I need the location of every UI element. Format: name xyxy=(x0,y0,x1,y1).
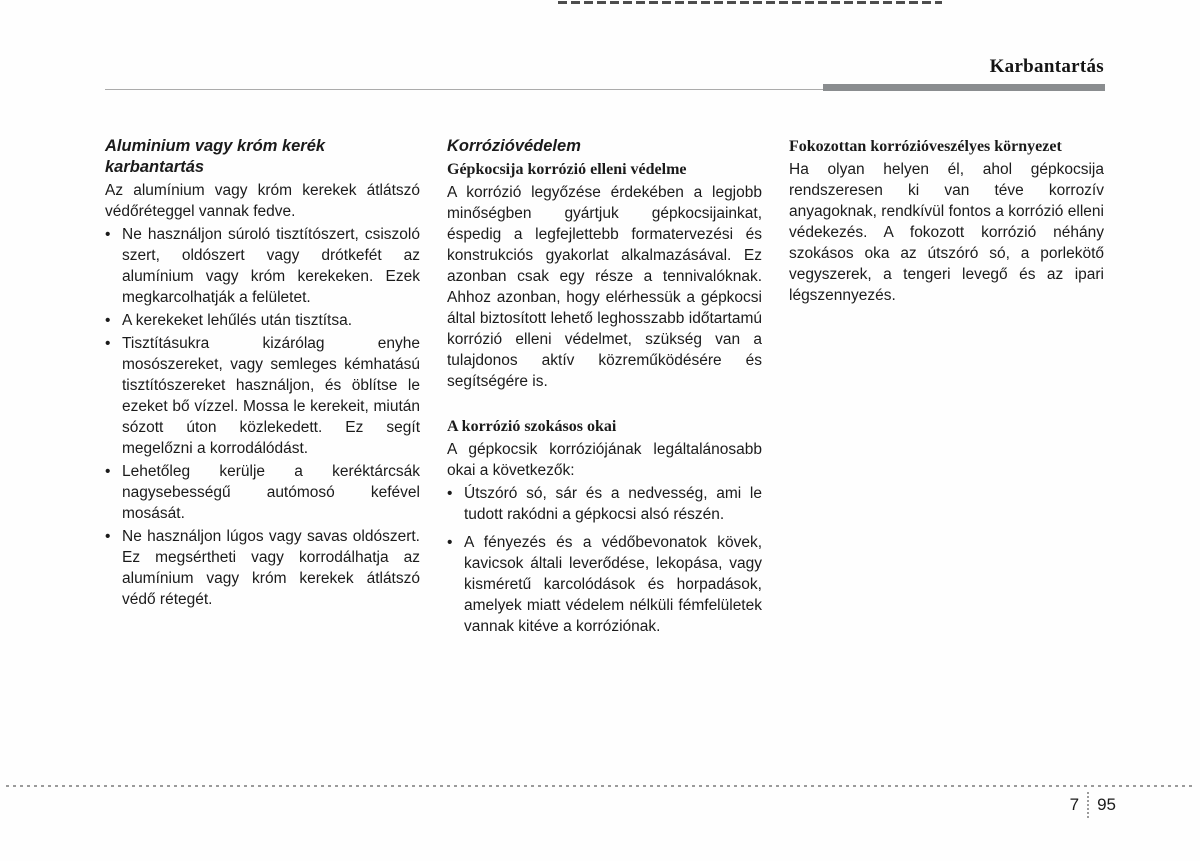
section-title: Karbantartás xyxy=(989,56,1104,77)
list-item: • Tisztításukra kizárólag enyhe mosószereket, vagy semleges kémhatású tisztítószereket használjon, és öblítse le ezeket bő vízzel. Mossa le kerekeit, miután sózott úton közlekedett. Ez segít megelőzni a korrodálódást. xyxy=(105,333,420,459)
paragraph-wheel-intro: Az alumínium vagy króm kerekek átlátszó védőréteggel vannak fedve. xyxy=(105,182,420,220)
column-wheel-maintenance xyxy=(105,136,420,639)
list-item: • Útszóró só, sár és a nedvesség, ami le tudott rakódni a gépkocsi alsó részén. xyxy=(447,483,762,525)
list-item: • Ne használjon lúgos vagy savas oldószert. Ez megsértheti vagy korrodálhatja az alumínium vagy króm kerekek átlátszó védő rétegét. xyxy=(105,526,420,610)
bullet-icon xyxy=(447,483,464,525)
list-item: • Ne használjon súroló tisztítószert, csiszoló szert, oldószert vagy drótkefét az alumínium vagy króm kerekeken. Ezek megkarcolhatják a felületet. xyxy=(105,224,420,308)
column-corrosive-environment xyxy=(789,136,1104,639)
heading-corrosion-protection: Korrózióvédelem xyxy=(447,137,581,155)
list-item: • A fényezés és a védőbevonatok kövek, kavicsok általi leverődése, lekopása, vagy kisméretű karcolódások és horpadások, amelyek miatt védelem nélküli fémfelületek vannak kitéve a korróziónak. xyxy=(447,532,762,637)
header-rule-thick xyxy=(823,84,1105,91)
subheading-common-causes: A korrózió szokásos okai xyxy=(447,418,617,435)
paragraph-causes-intro: A gépkocsik korróziójának legáltalánosabb okai a következők: xyxy=(447,441,762,479)
bullet-icon xyxy=(105,526,122,610)
page-number-value: 95 xyxy=(1097,795,1116,814)
bullet-icon xyxy=(105,310,122,331)
bullet-icon xyxy=(105,224,122,308)
bullet-icon xyxy=(105,461,122,524)
paragraph-corrosion-intro: A korrózió legyőzése érdekében a legjobb minőségben gyártjuk gépkocsijainkat, éspedig a legfejlettebb formatervezési és konstrukciós gyakorlat alkalmazásával. Ez azonban csak egy része a tennivalóknak. Ahhoz azonban, hogy elérhessük a gépkocsi által biztosított lehető leghosszabb időtartamú korrózió elleni védelmet, szükség van a tulajdonos aktív közreműködésére és segítségére is. xyxy=(447,184,762,390)
bullet-icon xyxy=(447,532,464,637)
heading-corrosive-environment: Fokozottan korrózióveszélyes környezet xyxy=(789,138,1062,155)
page-content xyxy=(105,136,1105,639)
page-number-divider xyxy=(1087,792,1089,818)
list-item: • A kerekeket lehűlés után tisztítsa. xyxy=(105,310,420,331)
header-rule-thin xyxy=(105,89,823,90)
bullet-icon xyxy=(105,333,122,459)
page-number xyxy=(1070,792,1116,818)
subheading-vehicle-protection: Gépkocsija korrózió elleni védelme xyxy=(447,161,687,178)
top-edge-scan-artifact xyxy=(558,1,942,4)
footer-dashed-divider xyxy=(6,785,1194,787)
column-corrosion-protection xyxy=(447,136,762,639)
chapter-number: 7 xyxy=(1069,795,1080,814)
heading-wheel-maintenance: Aluminium vagy króm kerék karbantartás xyxy=(105,137,326,176)
list-item: • Lehetőleg kerülje a keréktárcsák nagysebességű autómosó kefével mosását. xyxy=(105,461,420,524)
paragraph-corrosive-environment: Ha olyan helyen él, ahol gépkocsija rendszeresen ki van téve korrozív anyagoknak, rendkívül fontos a korrózió elleni védekezés. A fokozott korrózió néhány szokásos oka az útszóró só, a porlekötő vegyszerek, a tengeri levegő és az ipari légszennyezés. xyxy=(789,161,1104,304)
